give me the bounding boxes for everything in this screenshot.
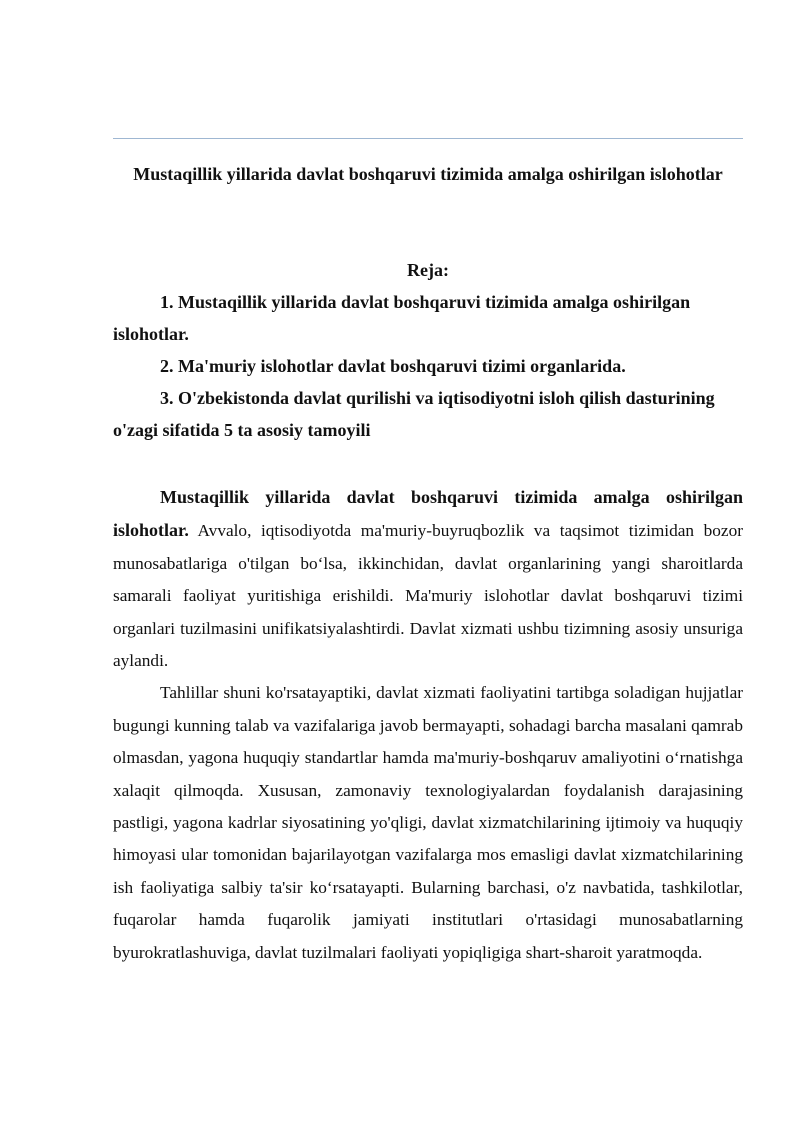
plan-item: 3. O'zbekistonda davlat qurilishi va iqtisodiyotni isloh qilish dasturining o'zagi sifatida 5 ta asosiy tamoyili (113, 388, 715, 440)
paragraph-lead: Mustaqillik yillarida davlat boshqaruvi tizimida amalga oshirilgan islohotlar. (113, 487, 743, 541)
body-paragraph-1 (113, 481, 743, 677)
paragraph-text: Avvalo, iqtisodiyotda ma'muriy-buyruqbozlik va taqsimot tizimidan bozor munosabatlariga o'tilgan bo‘lsa, ikkinchidan, davlat organlarining yangi sharoitlarda samarali faoliyat yuritishiga erishildi. Ma'muriy islohotlar davlat boshqaruvi tizimi organlari tuzilmasini unifikatsiyalashtirdi. Davlat xizmati ushbu tizimning asosiy unsuriga aylandi. (113, 521, 743, 671)
document-title: Mustaqillik yillarida davlat boshqaruvi tizimida amalga oshirilgan islohotlar (133, 164, 723, 184)
body-paragraph-2: Tahlillar shuni ko'rsatayaptiki, davlat xizmati faoliyatini tartibga soladigan hujjatlar bugungi kunning talab va vazifalariga javob bermayapti, sohadagi barcha masalani qamrab olmasdan, yagona huquqiy standartlar hamda ma'muriy-boshqaruv amaliyotini o‘rnatishga xalaqit qilmoqda. Xususan, zamonaviy texnologiyalardan foydalanish darajasining pastligi, yagona kadrlar siyosatining yo'qligi, davlat xizmatchilarining ijtimoiy va huquqiy himoyasi ular tomonidan bajarilayotgan vazifalarga mos emasligi davlat xizmatchilarining ish faoliyatiga salbiy ta'sir ko‘rsatayapti. Bularning barchasi, o'z navbatida, tashkilotlar, fuqarolar hamda fuqarolik jamiyati institutlari o'rtasidagi munosabatlarning byurokratlashuviga, davlat tuzilmalari faoliyati yopiqligiga shart-sharoit yaratmoqda. (113, 683, 743, 962)
plan-list (113, 286, 743, 446)
plan-heading: Reja: (407, 260, 449, 280)
document-body (113, 481, 743, 969)
header-divider (113, 138, 743, 139)
plan-item: 1. Mustaqillik yillarida davlat boshqaruvi tizimida amalga oshirilgan islohotlar. (113, 292, 691, 344)
plan-item: 2. Ma'muriy islohotlar davlat boshqaruvi tizimi organlarida. (160, 356, 626, 376)
